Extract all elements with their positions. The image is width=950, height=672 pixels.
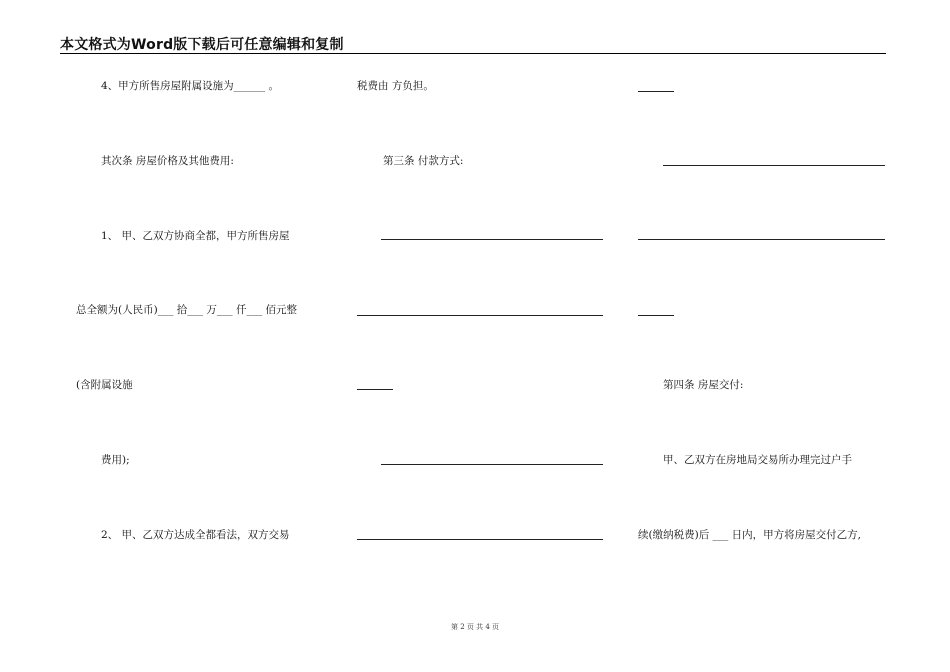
total-amount-line: 总全额为(人民币)___ 拾___ 万___ 仟___ 佰元整 — [76, 304, 298, 316]
header-divider — [60, 53, 886, 54]
blank-line — [663, 165, 885, 166]
page-number: 第 2 页 共 4 页 — [450, 623, 500, 631]
blank-line — [357, 539, 603, 540]
blank-line — [381, 239, 603, 240]
delivery-deadline-text: 续(缴纳税费)后 ___ 日内，甲方将房屋交付乙方, — [638, 529, 861, 541]
article-4-heading: 第四条 房屋交付: — [663, 379, 744, 391]
blank-line — [638, 239, 885, 240]
blank-line — [381, 464, 603, 465]
blank-line — [357, 315, 603, 316]
blank-line — [638, 91, 674, 92]
fees-text: 费用); — [101, 454, 130, 466]
includes-facilities-text: (含附属设施 — [76, 379, 133, 391]
article-2-heading: 其次条 房屋价格及其他费用: — [101, 155, 234, 167]
clause-4-facilities: 4、甲方所售房屋附属设施为______ 。 — [101, 80, 280, 92]
clause-2-agreement: 2、 甲、乙双方达成全都看法，双方交易 — [101, 529, 290, 541]
tax-burden-text: 税费由 方负担。 — [357, 80, 434, 92]
clause-1-agreement: 1、 甲、乙双方协商全都，甲方所售房屋 — [101, 230, 290, 242]
document-header-title: 本文格式为Word版下载后可任意编辑和复制 — [60, 37, 344, 53]
transfer-procedure-text: 甲、乙双方在房地局交易所办理完过户手 — [663, 454, 852, 466]
blank-line — [357, 389, 393, 390]
blank-line — [638, 315, 674, 316]
article-3-heading: 第三条 付款方式: — [383, 155, 464, 167]
